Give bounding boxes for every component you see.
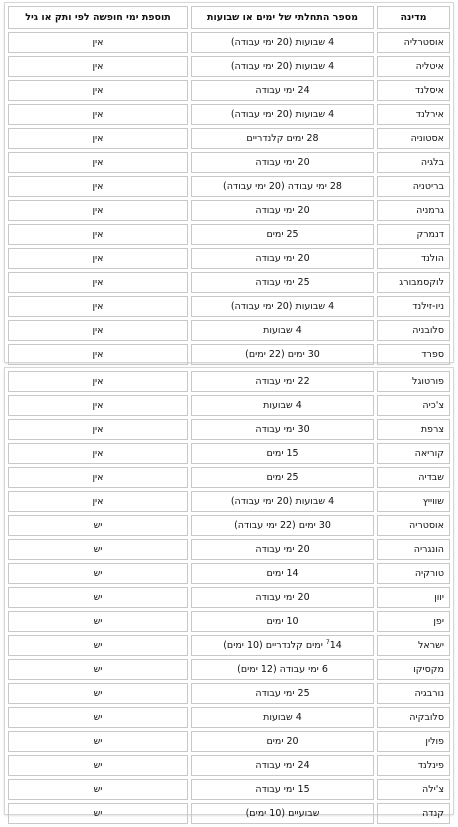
extra-cell: אין <box>8 128 188 149</box>
duration-cell <box>191 80 374 101</box>
duration-cell <box>191 563 374 584</box>
vacation-table-bottom <box>5 368 453 827</box>
extra-cell: יש <box>8 683 188 704</box>
duration-text: 20 ימים <box>266 736 299 747</box>
header-duration: מספר התחלתי של ימים או שבועות <box>191 6 374 29</box>
duration-text: שבועיים (10 ימים) <box>245 808 320 819</box>
extra-cell: אין <box>8 104 188 125</box>
country-cell: אוסטריה <box>377 515 450 536</box>
duration-cell <box>191 683 374 704</box>
duration-text: 15 ימי עבודה <box>255 784 310 795</box>
duration-cell <box>191 320 374 341</box>
header-extra: תוספת ימי חופשה לפי ותק או גיל <box>8 6 188 29</box>
extra-cell: אין <box>8 32 188 53</box>
duration-cell <box>191 515 374 536</box>
extra-cell: אין <box>8 443 188 464</box>
country-cell: ספרד <box>377 344 450 365</box>
table-row <box>8 611 450 632</box>
table-row <box>8 32 450 53</box>
country-cell: צרפת <box>377 419 450 440</box>
duration-cell <box>191 755 374 776</box>
table-row <box>8 56 450 77</box>
duration-text: 4 שבועות (20 ימי עבודה) <box>230 37 335 48</box>
duration-cell <box>191 104 374 125</box>
extra-cell: יש <box>8 659 188 680</box>
extra-cell: אין <box>8 395 188 416</box>
duration-cell <box>191 443 374 464</box>
duration-text: 30 ימים (22 ימי עבודה) <box>234 520 331 531</box>
table-body-top <box>8 32 450 365</box>
extra-cell: אין <box>8 224 188 245</box>
duration-text: 4 שבועות <box>263 712 302 723</box>
country-cell: לוקסמבורג <box>377 272 450 293</box>
table-row <box>8 659 450 680</box>
duration-cell <box>191 611 374 632</box>
extra-cell: אין <box>8 296 188 317</box>
vacation-table-top <box>5 3 453 368</box>
duration-cell <box>191 344 374 365</box>
country-cell: שווייץ <box>377 491 450 512</box>
table-row <box>8 371 450 392</box>
duration-text: 30 ימים (22 ימים) <box>245 349 320 360</box>
table-row <box>8 635 450 656</box>
duration-text: 25 ימי עבודה <box>255 688 310 699</box>
duration-cell <box>191 200 374 221</box>
table-row <box>8 539 450 560</box>
extra-cell: אין <box>8 491 188 512</box>
extra-cell: אין <box>8 419 188 440</box>
country-cell: קנדה <box>377 803 450 824</box>
country-cell: סלובניה <box>377 320 450 341</box>
country-cell: אוסטרליה <box>377 32 450 53</box>
extra-cell: אין <box>8 80 188 101</box>
table-row <box>8 128 450 149</box>
country-cell: איסלנד <box>377 80 450 101</box>
country-cell: פולין <box>377 731 450 752</box>
duration-cell <box>191 779 374 800</box>
table-row <box>8 443 450 464</box>
table-panel-bottom <box>5 368 453 819</box>
table-panel-top <box>5 3 453 362</box>
country-cell: בלגיה <box>377 152 450 173</box>
country-cell: פורטוגל <box>377 371 450 392</box>
extra-cell: אין <box>8 371 188 392</box>
duration-text: 28 ימי עבודה (20 ימי עבודה) <box>223 181 342 192</box>
table-row <box>8 515 450 536</box>
table-row <box>8 779 450 800</box>
country-cell: אסטוניה <box>377 128 450 149</box>
table-row <box>8 224 450 245</box>
extra-cell: אין <box>8 467 188 488</box>
duration-cell <box>191 296 374 317</box>
duration-cell <box>191 731 374 752</box>
duration-cell <box>191 371 374 392</box>
country-cell: יוון <box>377 587 450 608</box>
duration-cell <box>191 56 374 77</box>
extra-cell: יש <box>8 779 188 800</box>
table-row <box>8 467 450 488</box>
extra-cell: יש <box>8 611 188 632</box>
header-country: מדינה <box>377 6 450 29</box>
table-row <box>8 272 450 293</box>
duration-cell <box>191 587 374 608</box>
extra-cell: יש <box>8 707 188 728</box>
duration-cell <box>191 176 374 197</box>
country-cell: ניו-זילנד <box>377 296 450 317</box>
duration-text: 14 ימים <box>266 568 299 579</box>
footnote-marker[interactable]: 7 <box>325 638 330 646</box>
duration-cell <box>191 419 374 440</box>
extra-cell: יש <box>8 515 188 536</box>
table-row <box>8 344 450 365</box>
duration-text: 25 ימים <box>266 229 299 240</box>
duration-cell <box>191 635 374 656</box>
country-cell: דנמרק <box>377 224 450 245</box>
table-row <box>8 200 450 221</box>
duration-text: 28 ימים קלנדריים <box>246 133 319 144</box>
country-cell: יפן <box>377 611 450 632</box>
extra-cell: יש <box>8 539 188 560</box>
duration-cell <box>191 224 374 245</box>
country-cell: קוריאה <box>377 443 450 464</box>
extra-cell: יש <box>8 563 188 584</box>
extra-cell: יש <box>8 803 188 824</box>
duration-cell <box>191 152 374 173</box>
table-body-bottom <box>8 371 450 824</box>
duration-text: 4 שבועות (20 ימי עבודה) <box>230 61 335 72</box>
duration-text: 6 ימי עבודה (12 ימים) <box>237 664 328 675</box>
table-row <box>8 395 450 416</box>
header-row <box>8 6 450 29</box>
country-cell: סלובקיה <box>377 707 450 728</box>
duration-text: 14 ימים קלנדריים (10 ימים) <box>223 640 342 651</box>
country-cell: בריטניה <box>377 176 450 197</box>
extra-cell: יש <box>8 731 188 752</box>
extra-cell: אין <box>8 272 188 293</box>
country-cell: צ'ילה <box>377 779 450 800</box>
duration-text: 22 ימי עבודה <box>255 376 310 387</box>
duration-text: 4 שבועות <box>263 400 302 411</box>
table-row <box>8 683 450 704</box>
duration-cell <box>191 467 374 488</box>
extra-cell: יש <box>8 755 188 776</box>
duration-cell <box>191 491 374 512</box>
duration-cell <box>191 248 374 269</box>
duration-cell <box>191 659 374 680</box>
table-row <box>8 80 450 101</box>
extra-cell: אין <box>8 200 188 221</box>
duration-cell <box>191 539 374 560</box>
duration-text: 20 ימי עבודה <box>255 592 310 603</box>
duration-text: 24 ימי עבודה <box>255 760 310 771</box>
duration-text: 24 ימי עבודה <box>255 85 310 96</box>
duration-text: 25 ימים <box>266 472 299 483</box>
country-cell: ישראל <box>377 635 450 656</box>
table-row <box>8 755 450 776</box>
country-cell: אירלנד <box>377 104 450 125</box>
country-cell: איטליה <box>377 56 450 77</box>
country-cell: צ'כיה <box>377 395 450 416</box>
duration-text: 15 ימים <box>266 448 299 459</box>
duration-text: 20 ימי עבודה <box>255 157 310 168</box>
country-cell: שבדיה <box>377 467 450 488</box>
extra-cell: אין <box>8 344 188 365</box>
extra-cell: יש <box>8 635 188 656</box>
extra-cell: אין <box>8 320 188 341</box>
table-row <box>8 176 450 197</box>
country-cell: גרמניה <box>377 200 450 221</box>
table-row <box>8 491 450 512</box>
duration-text: 4 שבועות (20 ימי עבודה) <box>230 301 335 312</box>
extra-cell: אין <box>8 56 188 77</box>
duration-cell <box>191 32 374 53</box>
duration-text: 20 ימי עבודה <box>255 544 310 555</box>
duration-cell <box>191 395 374 416</box>
duration-text: 4 שבועות <box>263 325 302 336</box>
duration-cell <box>191 128 374 149</box>
table-row <box>8 707 450 728</box>
extra-cell: אין <box>8 176 188 197</box>
extra-cell: יש <box>8 587 188 608</box>
extra-cell: אין <box>8 248 188 269</box>
duration-text: 4 שבועות (20 ימי עבודה) <box>230 496 335 507</box>
table-row <box>8 320 450 341</box>
table-row <box>8 296 450 317</box>
table-row <box>8 248 450 269</box>
table-row <box>8 587 450 608</box>
duration-cell <box>191 272 374 293</box>
duration-text: 30 ימי עבודה <box>255 424 310 435</box>
country-cell: מקסיקו <box>377 659 450 680</box>
duration-text: 25 ימי עבודה <box>255 277 310 288</box>
table-row <box>8 563 450 584</box>
extra-cell: אין <box>8 152 188 173</box>
duration-text: 20 ימי עבודה <box>255 205 310 216</box>
table-row <box>8 731 450 752</box>
country-cell: נורבגיה <box>377 683 450 704</box>
duration-text: 20 ימי עבודה <box>255 253 310 264</box>
country-cell: פינלנד <box>377 755 450 776</box>
country-cell: הולנד <box>377 248 450 269</box>
duration-cell <box>191 707 374 728</box>
duration-text: 10 ימים <box>266 616 299 627</box>
table-row <box>8 104 450 125</box>
duration-text: 4 שבועות (20 ימי עבודה) <box>230 109 335 120</box>
country-cell: טורקיה <box>377 563 450 584</box>
table-row <box>8 152 450 173</box>
country-cell: הונגריה <box>377 539 450 560</box>
table-row <box>8 419 450 440</box>
